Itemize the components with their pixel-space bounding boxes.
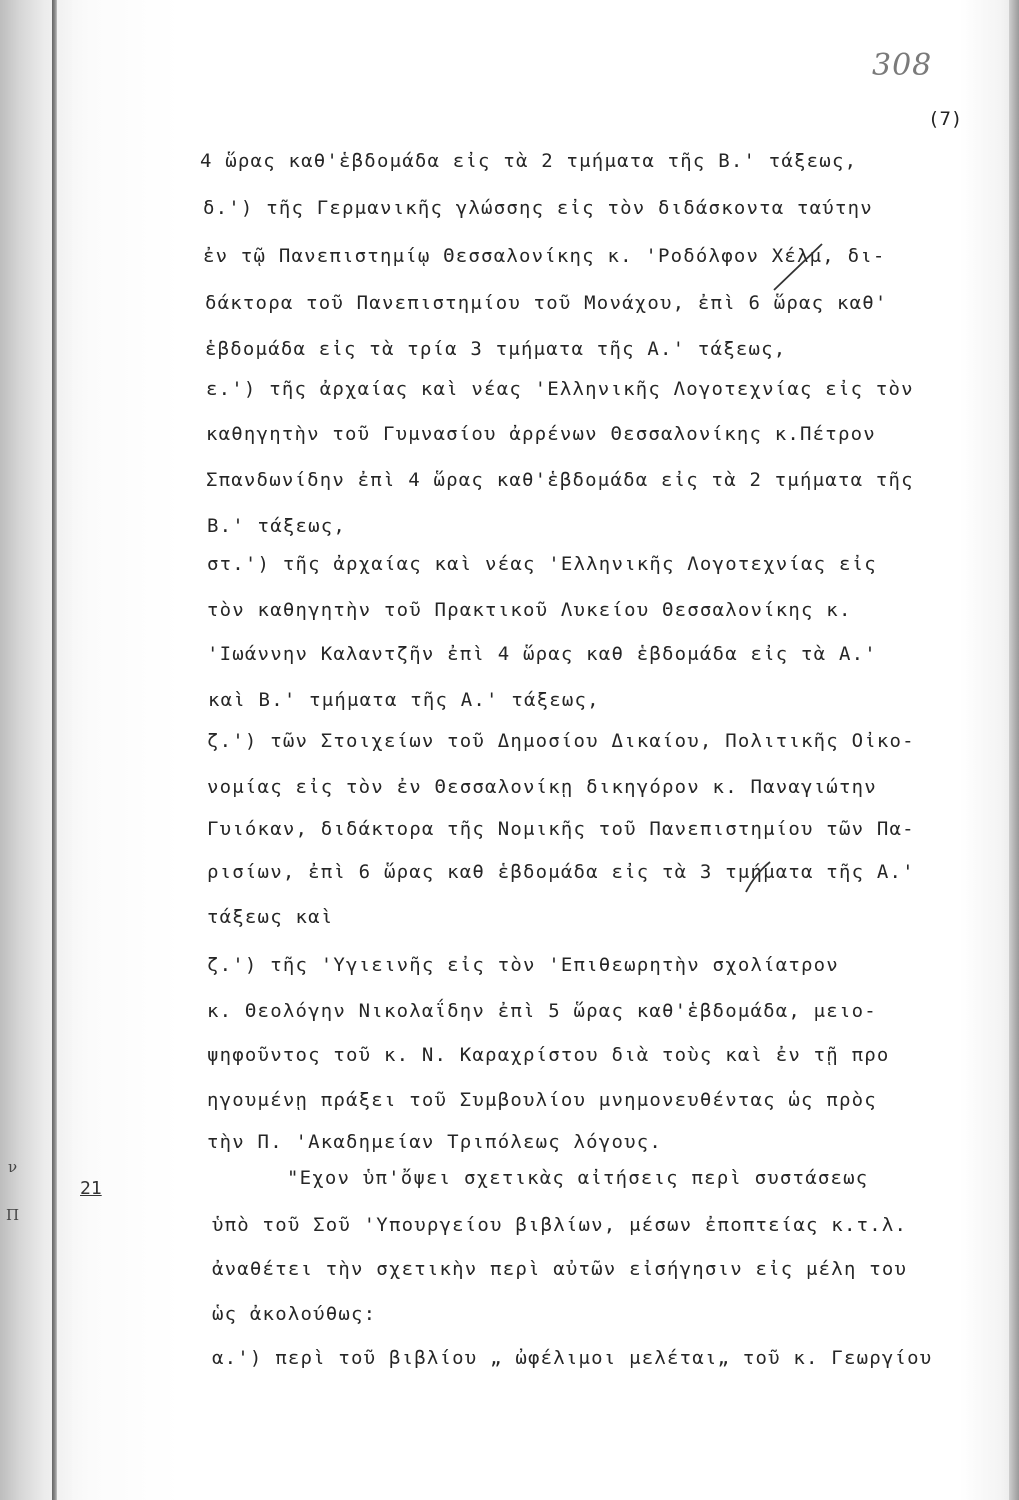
edge-mark-top: ν <box>8 1158 18 1176</box>
text-line: ζ.') τῶν Στοιχείων τοῦ Δημοσίου Δικαίου, Πολιτικῆς Οἰκο- <box>207 730 915 752</box>
text-line: νομίας εἰς τὸν ἐν Θεσσαλονίκῃ δικηγόρον κ. Παναγιώτην <box>207 776 877 798</box>
page-edge <box>1009 0 1019 1500</box>
text-line: ρισίων, ἐπὶ 6 ὥρας καθ ἑβδομάδα εἰς τὰ 3 τμήματα τῆς Α.' <box>207 861 915 883</box>
text-line: δ.') τῆς Γερμανικῆς γλώσσης εἰς τὸν διδάσκοντα ταύτην <box>203 197 873 219</box>
binding-gutter <box>0 0 72 1500</box>
text-line: ὡς ἀκολούθως: <box>212 1303 377 1325</box>
text-line: ηγουμένῃ πράξει τοῦ Συμβουλίου μνημονευθέντας ὡς πρὸς <box>207 1089 877 1111</box>
text-line: δάκτορα τοῦ Πανεπιστημίου τοῦ Μονάχου, ἐπὶ 6 ὥρας καθ' <box>205 292 888 314</box>
text-line: ζ.') τῆς 'Υγιεινῆς εἰς τὸν 'Επιθεωρητὴν σχολίατρον <box>207 954 839 976</box>
text-line: ἑβδομάδα εἰς τὰ τρία 3 τμήματα τῆς Α.' τάξεως, <box>205 338 787 360</box>
text-line: τάξεως καὶ <box>207 906 334 928</box>
page-number: (7) <box>928 108 963 130</box>
text-line: ε.') τῆς ἀρχαίας καὶ νέας 'Ελληνικῆς Λογοτεχνίας εἰς τὸν <box>206 378 914 400</box>
text-line: 4 ὥρας καθ'ἑβδομάδα εἰς τὰ 2 τμήματα τῆς Β.' τάξεως, <box>200 150 858 172</box>
text-line: καὶ Β.' τμήματα τῆς Α.' τάξεως, <box>208 689 600 711</box>
text-line: τὴν Π. 'Ακαδημείαν Τριπόλεως λόγους. <box>207 1131 663 1153</box>
text-line: ἀναθέτει τὴν σχετικὴν περὶ αὐτῶν εἰσήγησιν εἰς μέλη του <box>212 1258 908 1280</box>
text-line: "Εχον ὑπ'ὄψει σχετικὰς αἰτήσεις περὶ συστάσεως <box>287 1167 869 1189</box>
text-line: καθηγητὴν τοῦ Γυμνασίου ἀρρένων Θεσσαλονίκης κ.Πέτρον <box>206 423 876 445</box>
margin-number: 21 <box>80 1178 102 1199</box>
text-line: ὑπὸ τοῦ Σοῦ 'Υπουργείου βιβλίων, μέσων ἐποπτείας κ.τ.λ. <box>212 1214 908 1236</box>
handwritten-strike-mark <box>770 238 830 298</box>
text-line: κ. Θεολόγην Νικολαΐδην ἐπὶ 5 ὥρας καθ'ἑβδομάδα, μειο- <box>207 1000 877 1022</box>
edge-mark-bottom: Π <box>6 1206 20 1224</box>
handwritten-correction-mark <box>740 858 780 898</box>
text-line: τὸν καθηγητὴν τοῦ Πρακτικοῦ Λυκείου Θεσσαλονίκης κ. <box>207 599 852 621</box>
text-line: στ.') τῆς ἀρχαίας καὶ νέας 'Ελληνικῆς Λογοτεχνίας εἰς <box>207 553 877 575</box>
text-line: α.') περὶ τοῦ βιβλίου „ ὠφέλιμοι μελέται„ τοῦ κ. Γεωργίου <box>212 1347 933 1369</box>
binding-shadow <box>52 0 57 1500</box>
text-line: ψηφοῦντος τοῦ κ. Ν. Καραχρίστου διὰ τοὺς καὶ ἐν τῇ προ <box>207 1044 890 1066</box>
text-line: Γυιόκαν, διδάκτορα τῆς Νομικῆς τοῦ Πανεπιστημίου τῶν Πα- <box>207 818 915 840</box>
text-line: 'Ιωάννην Καλαντζῆν ἐπὶ 4 ὥρας καθ ἑβδομάδα εἰς τὰ Α.' <box>207 643 877 665</box>
text-line: Β.' τάξεως, <box>207 515 347 537</box>
text-line: ἐν τῷ Πανεπιστημίῳ Θεσσαλονίκης κ. 'Ροδόλφον Χέλμ, δι- <box>203 245 886 267</box>
text-line: Σπανδωνίδην ἐπὶ 4 ὥρας καθ'ἑβδομάδα εἰς τὰ 2 τμήματα τῆς <box>206 469 914 491</box>
folio-number: 308 <box>872 48 933 83</box>
